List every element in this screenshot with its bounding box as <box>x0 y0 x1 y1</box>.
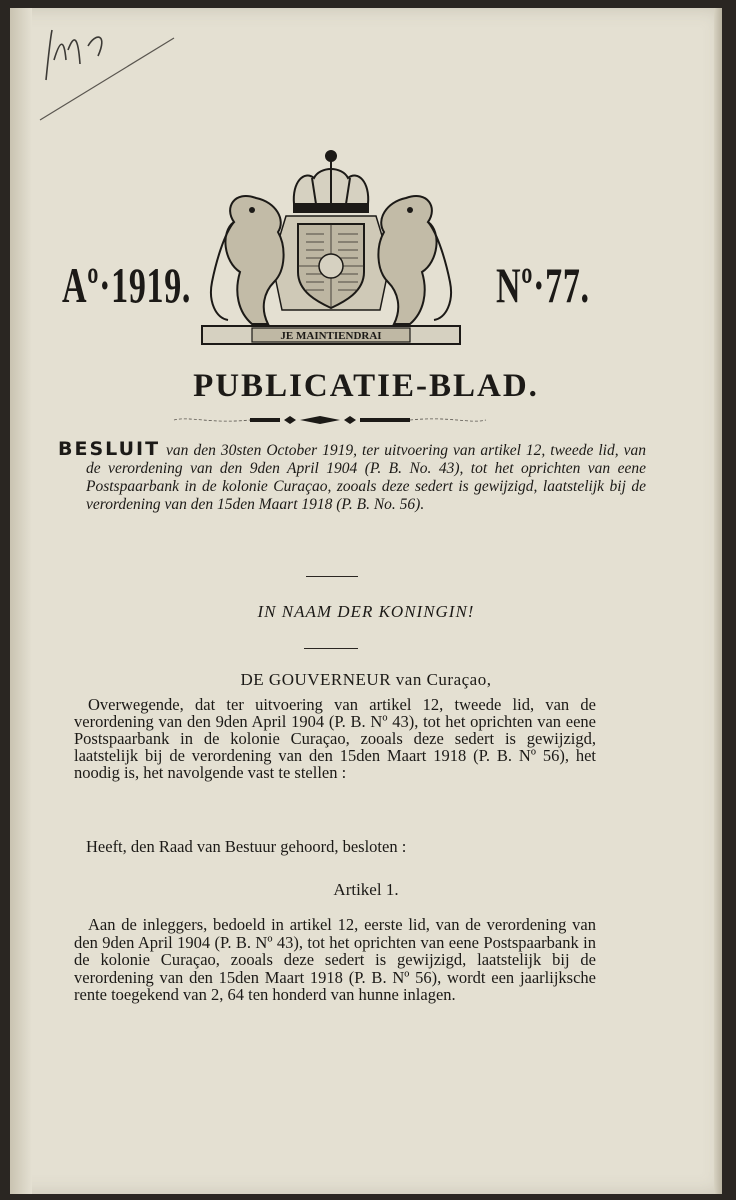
coat-of-arms-motto: JE MAINTIENDRAI <box>280 330 382 342</box>
gazette-number: Nº·77. <box>496 257 590 313</box>
decree-lead: BESLUIT <box>58 438 161 460</box>
decree-summary <box>58 440 646 514</box>
heeft-paragraph: Heeft, den Raad van Bestuur gehoord, besloten : <box>86 837 407 856</box>
artikel-heading: Artikel 1. <box>333 880 399 899</box>
coat-of-arms-icon <box>194 142 468 356</box>
document-page <box>10 8 722 1194</box>
page-title: PUBLICATIE-BLAD. <box>193 368 539 404</box>
section-divider <box>304 648 358 649</box>
gouverneur-heading: DE GOUVERNEUR van Curaçao, <box>240 670 492 689</box>
gazette-year: Aº·1919. <box>62 257 192 313</box>
in-naam-heading: IN NAAM DER KONINGIN! <box>257 602 475 621</box>
handwritten-mark <box>38 20 178 130</box>
gazette-header <box>10 136 722 366</box>
section-divider <box>306 576 358 577</box>
artikel-1-paragraph: Aan de inleggers, bedoeld in artikel 12, eerste lid, van de verordening van den 9den April 1904 (P. B. Nº 43), tot het oprichten van eene Postspaarbank in de kolonie Curaçao, zooals deze sedert is gewijzigd, laatstelijk bij de verordening van den 15den Maart 1918 (P. B. Nº 56), wordt een jaarlijksche rente toegekend van 2, 64 ten honderd van hunne inlagen. <box>74 915 596 1004</box>
ornamental-divider-icon <box>170 412 490 428</box>
overwegende-paragraph: Overwegende, dat ter uitvoering van artikel 12, tweede lid, van de verordening van den 9den April 1904 (P. B. Nº 43), tot het oprichten van eene Postspaarbank in de kolonie Curaçao, zooals deze sedert is gewijzigd, laatstelijk bij de verordening van den 15den Maart 1918 (P. B. Nº 56), het noodig is, het navolgende vast te stellen : <box>74 695 596 782</box>
decree-text: van den 30sten October 1919, ter uitvoering van artikel 12, tweede lid, van de verordening van den 9den April 1904 (P. B. No. 43), tot het oprichten van eene Postspaarbank in de kolonie Curaçao, zooals deze sedert is gewijzigd, laatstelijk bij de verordening van den 15den Maart 1918 (P. B. No. 56). <box>86 442 646 513</box>
